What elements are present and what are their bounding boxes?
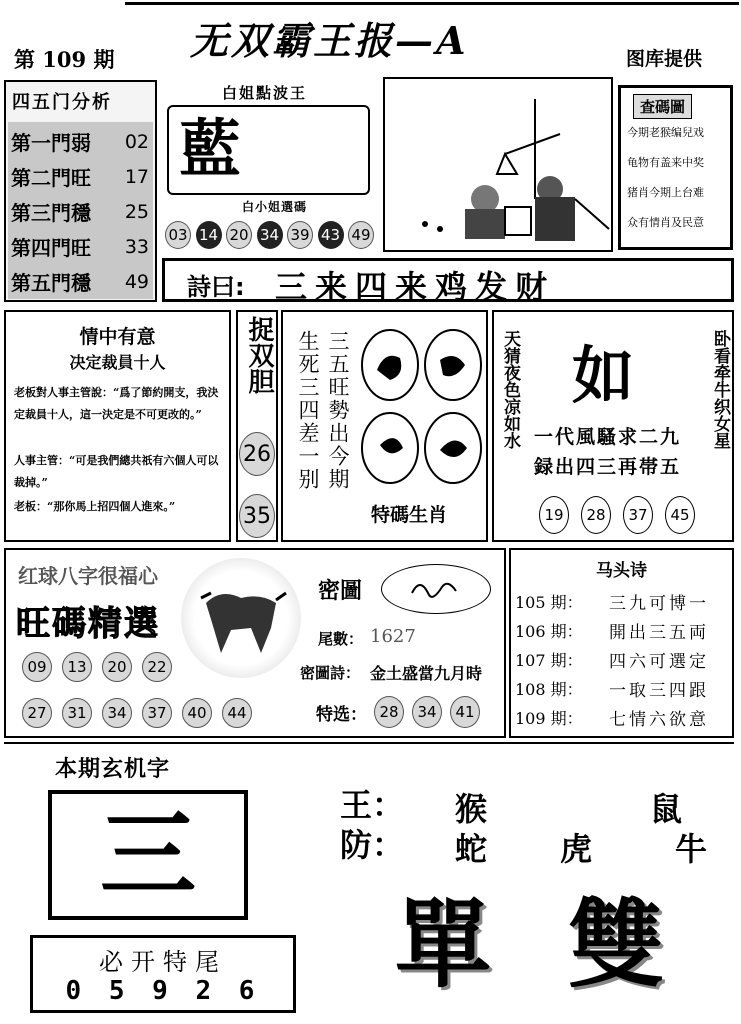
number-ball: 45 [665, 496, 695, 534]
poem-banner-prefix: 詩曰: [187, 273, 245, 301]
scholars-illustration [385, 79, 611, 250]
ru-char: 如 [572, 339, 635, 412]
number-ball: 27 [22, 698, 52, 728]
number-ball: 49 [348, 221, 374, 249]
zodiac-panel [281, 310, 488, 542]
horse-poem-text: 三九可博一 [609, 594, 709, 614]
bull-image [181, 558, 301, 678]
five-gates-title: 四五门分析 [12, 92, 112, 113]
horse-poem-text: 一取三四跟 [609, 681, 709, 701]
tail-value: 1627 [370, 626, 416, 647]
picture-panel [383, 77, 613, 252]
zodiac-col-1: 生死三四差一别 [296, 330, 320, 491]
number-ball: 40 [182, 698, 212, 728]
header-rule [125, 2, 739, 5]
provider-label: 图库提供 [626, 48, 703, 70]
story-panel [4, 310, 231, 542]
story-subtitle: 决定裁員十人 [69, 353, 166, 372]
page-title: 无双霸王报—A [190, 18, 469, 63]
poem-banner-text: 三来四来鸡发财 [275, 268, 556, 306]
five-gates-panel [4, 80, 157, 302]
number-ball: 41 [450, 696, 480, 728]
mi-title: 密圖 [318, 579, 363, 604]
wave-title: 白姐點波王 [222, 84, 308, 102]
ru-line-1: 一代風騷求二九 [534, 426, 682, 448]
gate-row-5: 第五門穩 49 [11, 270, 149, 295]
guard-label: 防： [340, 826, 405, 864]
wave-balls-label: 白小姐選碼 [242, 200, 308, 214]
mi-poem-label: 密圖詩： [300, 664, 361, 682]
horse-poem-issue: 105 期： [515, 593, 583, 612]
ru-left-verse: 天猜夜色凉如水 [500, 330, 520, 449]
horse-poem-issue: 108 期： [515, 680, 583, 699]
mystery-char-box [48, 790, 248, 920]
issue-number: 第 109 期 [14, 47, 115, 72]
mystery-title: 本期玄机字 [55, 756, 171, 782]
mi-poem: 金土盛當九月時 [370, 664, 483, 683]
must-open-box [30, 935, 296, 1013]
zodiac-col-2: 三五旺勢出今期 [326, 330, 350, 491]
bull-icon [181, 558, 301, 678]
number-ball: 31 [62, 698, 92, 728]
number-ball: 22 [142, 652, 172, 682]
king-item-1: 猴 [455, 790, 488, 828]
number-ball: 28 [581, 496, 611, 534]
number-ball: 34 [412, 696, 442, 728]
ru-right-verse: 卧看牵牛织女星 [710, 330, 730, 449]
double-bold-panel [236, 310, 278, 542]
story-line-1: 老板對人事主管說：“爲了節約開支，我決定裁員十人，這一決定是不可更改的。” [14, 386, 219, 421]
horse-poem-text: 四六可選定 [609, 652, 709, 672]
mystery-char: 三 [100, 798, 196, 911]
double-bold-label: 捉双胆 [244, 316, 274, 394]
number-ball: 19 [539, 496, 569, 534]
ru-panel [492, 310, 734, 542]
number-ball: 28 [374, 696, 404, 728]
story-line-2: 人事主管：“可是我們總共祇有六個人可以裁掉。” [14, 454, 219, 489]
story-line-3: 老板：“那你馬上招四個人進來。” [14, 500, 176, 513]
zodiac-caption: 特碼生肖 [371, 504, 448, 526]
horse-poem-text: 七情六欲意 [609, 710, 709, 730]
poem-banner [162, 258, 734, 306]
guard-item-2: 虎 [560, 830, 593, 868]
number-ball: 03 [165, 221, 191, 249]
double-bold-ball-1: 26 [239, 432, 275, 476]
pick-title: 旺碼精選 [16, 604, 160, 644]
guard-item-1: 蛇 [455, 830, 488, 868]
scroll-title: 查碼圖 [633, 94, 692, 119]
zodiac-animals [355, 320, 485, 490]
scroll-panel [618, 85, 733, 250]
red-ball-panel [4, 548, 506, 738]
number-ball: 39 [287, 221, 313, 249]
guard-item-3: 牛 [675, 830, 708, 868]
number-ball: 13 [62, 652, 92, 682]
mi-signature [381, 564, 491, 614]
number-ball: 09 [22, 652, 52, 682]
five-gates-list [8, 122, 153, 299]
gate-row-1: 第一門弱 02 [11, 130, 149, 155]
number-ball: 34 [257, 221, 283, 249]
horse-poem-text: 開出三五両 [609, 623, 709, 643]
number-ball: 44 [222, 698, 252, 728]
scroll-line-3: 猪肖今期上台难 [627, 186, 704, 199]
king-item-2: 鼠 [650, 790, 683, 828]
number-ball: 43 [318, 221, 344, 249]
ru-line-2: 録出四三再帯五 [534, 456, 682, 478]
horse-poem-issue: 107 期： [515, 651, 583, 670]
number-ball: 20 [226, 221, 252, 249]
scroll-line-4: 众有情肖及民意 [627, 216, 704, 229]
double-char: 雙 [568, 888, 664, 1001]
number-ball: 34 [102, 698, 132, 728]
horse-poem-issue: 109 期： [515, 709, 583, 728]
gate-row-4: 第四門旺 33 [11, 235, 149, 260]
single-char: 單 [395, 888, 491, 1001]
wave-color-box [167, 105, 370, 195]
must-open-digits: 0 5 9 2 6 [65, 976, 261, 1006]
number-ball: 37 [142, 698, 172, 728]
special-label: 特选： [316, 705, 367, 725]
king-label: 王： [340, 786, 405, 824]
signature-icon [382, 565, 490, 613]
number-ball: 14 [196, 221, 222, 249]
scroll-line-2: 龟物有盖来中奖 [627, 156, 704, 169]
gate-row-2: 第二門旺 17 [11, 165, 149, 190]
number-ball: 20 [102, 652, 132, 682]
wave-color-word: 藍 [179, 112, 242, 185]
red-ball-slogan: 红球八字很福心 [18, 564, 158, 588]
story-title: 情中有意 [79, 326, 156, 348]
double-bold-ball-2: 35 [239, 494, 275, 538]
number-ball: 37 [623, 496, 653, 534]
horse-poem-panel [509, 548, 734, 738]
horse-poem-title: 马头诗 [596, 561, 647, 581]
must-open-label: 必开特尾 [99, 948, 227, 976]
tail-label: 尾數： [318, 630, 364, 648]
gate-row-3: 第三門穩 25 [11, 200, 149, 225]
bottom-rule [4, 742, 734, 744]
scroll-line-1: 今期老猴编兒戏 [627, 126, 704, 139]
horse-poem-issue: 106 期： [515, 622, 583, 641]
